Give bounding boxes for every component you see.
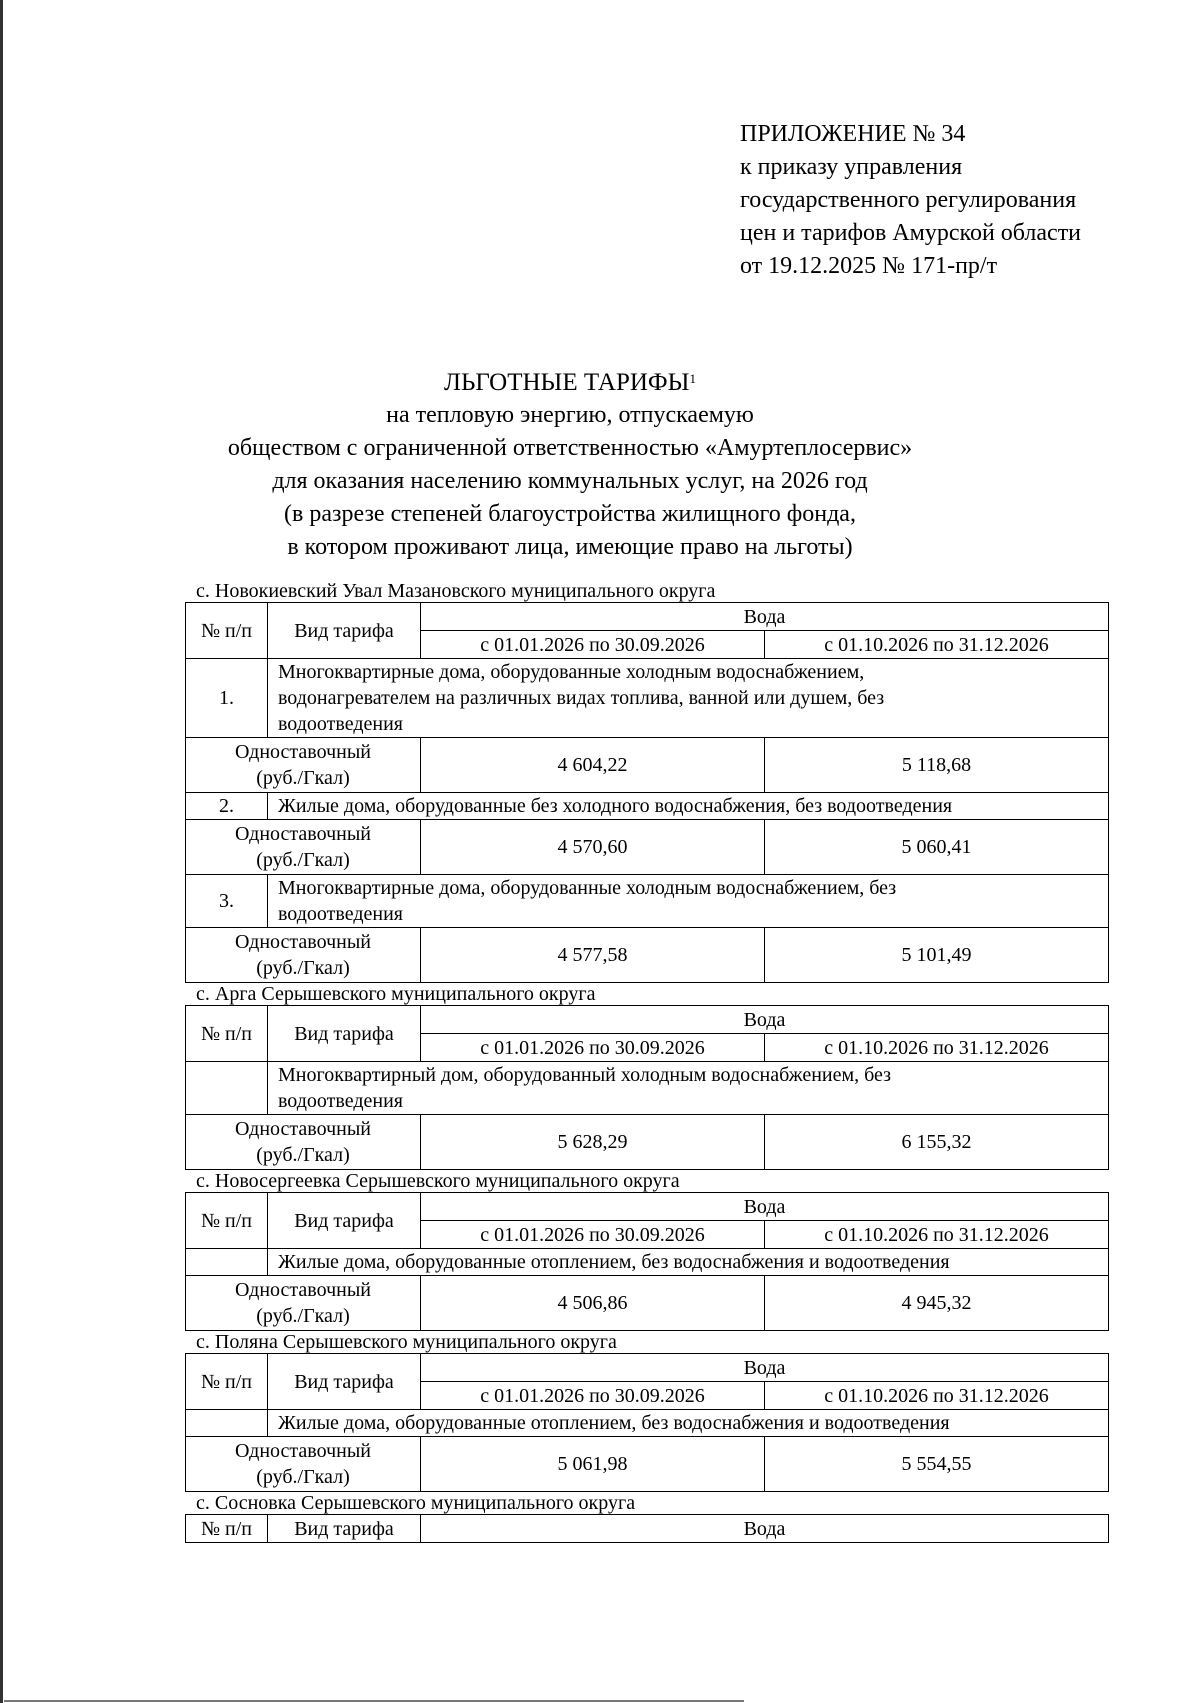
heading-line: для оказания населению коммунальных услуг, на 2026 год (272, 468, 868, 494)
description-line: водоотведения (278, 903, 403, 925)
heading-line: в котором проживают лица, имеющие право на льготы) (287, 534, 853, 560)
column-header-period-2: с 01.10.2026 по 31.12.2026 (765, 1221, 1109, 1249)
column-header-period-1: с 01.01.2026 по 30.09.2026 (421, 1382, 765, 1410)
column-header-water: Вода (421, 1006, 1109, 1034)
appendix-block (740, 118, 1081, 283)
locality-title: с. Сосновка Серышевского муниципального округа (196, 1492, 636, 1514)
column-header-water: Вода (421, 1193, 1109, 1221)
appendix-line: от 19.12.2025 № 171-пр/т (740, 253, 998, 279)
tariff-value-period-2: 6 155,32 (765, 1115, 1109, 1170)
appendix-line: ПРИЛОЖЕНИЕ № 34 (740, 121, 966, 147)
tariff-value-period-2: 4 945,32 (765, 1276, 1109, 1331)
heading-line: (в разрезе степеней благоустройства жилищного фонда, (284, 501, 856, 527)
tariff-value-period-2: 5 060,41 (765, 820, 1109, 875)
tariff-value-period-1: 5 628,29 (421, 1115, 765, 1170)
locality-title: с. Арга Серышевского муниципального округа (196, 983, 596, 1005)
column-header-period-1: с 01.01.2026 по 30.09.2026 (421, 631, 765, 659)
locality-title: с. Новосергеевка Серышевского муниципального округа (196, 1170, 680, 1192)
column-header-num: № п/п (186, 1006, 268, 1062)
column-header-water: Вода (421, 1515, 1109, 1543)
description-line: Многоквартирный дом, оборудованный холодным водоснабжением, без (278, 1064, 892, 1086)
description-line: Жилые дома, оборудованные без холодного водоснабжения, без водоотведения (278, 795, 953, 817)
tariff-value-period-1: 4 570,60 (421, 820, 765, 875)
tariff-unit-line: (руб./Гкал) (256, 1305, 350, 1327)
description-line: Жилые дома, оборудованные отоплением, без водоснабжения и водоотведения (278, 1251, 950, 1273)
tariff-type-line: Одноставочный (235, 1118, 371, 1140)
tariff-value-period-2: 5 554,55 (765, 1437, 1109, 1492)
tariff-type (186, 738, 421, 793)
housing-category-description (268, 659, 1109, 738)
tariff-type-line: Одноставочный (235, 823, 371, 845)
tariff-unit-line: (руб./Гкал) (256, 1466, 350, 1488)
appendix-line: к приказу управления (740, 154, 963, 180)
column-header-num: № п/п (186, 1193, 268, 1249)
column-header-tariff: Вид тарифа (268, 1354, 421, 1410)
tariff-sections (185, 580, 1108, 1543)
tariff-value-period-1: 4 506,86 (421, 1276, 765, 1331)
tariff-unit-line: (руб./Гкал) (256, 957, 350, 979)
tariff-table (185, 1005, 1109, 1170)
header-row (186, 1193, 1109, 1221)
row-number: 3. (186, 875, 268, 928)
header-row (186, 603, 1109, 631)
scan-edge (0, 0, 3, 1703)
column-header-tariff: Вид тарифа (268, 1006, 421, 1062)
row-number (186, 1410, 268, 1437)
scan-edge (4, 1700, 744, 1702)
tariff-type (186, 820, 421, 875)
document-title (190, 366, 950, 399)
tariff-table (185, 1353, 1109, 1492)
description-line: водонагревателем на различных видах топлива, ванной или душем, без (278, 687, 885, 709)
header-row (186, 1006, 1109, 1034)
footnote-mark: 1 (689, 371, 696, 386)
header-row (186, 1515, 1109, 1543)
tariff-table (185, 602, 1109, 983)
tariff-value-period-2: 5 118,68 (765, 738, 1109, 793)
tariff-row (186, 820, 1109, 875)
tariff-type-line: Одноставочный (235, 1279, 371, 1301)
housing-category-description (268, 1249, 1109, 1276)
description-line: водоотведения (278, 1090, 403, 1112)
tariff-value-period-1: 4 604,22 (421, 738, 765, 793)
column-header-num: № п/п (186, 1515, 268, 1543)
tariff-type-line: Одноставочный (235, 741, 371, 763)
appendix-line: государственного регулирования (740, 187, 1077, 213)
description-line: Многоквартирные дома, оборудованные холодным водоснабжением, (278, 661, 865, 683)
tariff-unit-line: (руб./Гкал) (256, 1144, 350, 1166)
heading-line: обществом с ограниченной ответственностью «Амуртеплосервис» (227, 435, 913, 461)
column-header-water: Вода (421, 603, 1109, 631)
tariff-value-period-2: 5 101,49 (765, 928, 1109, 983)
tariff-row (186, 1115, 1109, 1170)
tariff-row (186, 928, 1109, 983)
column-header-period-1: с 01.01.2026 по 30.09.2026 (421, 1221, 765, 1249)
row-number: 1. (186, 659, 268, 738)
column-header-num: № п/п (186, 1354, 268, 1410)
housing-category-description (268, 793, 1109, 820)
housing-category-description (268, 875, 1109, 928)
tariff-table (185, 1192, 1109, 1331)
locality-title: с. Новокиевский Увал Мазановского муниципального округа (196, 580, 716, 602)
column-header-tariff: Вид тарифа (268, 1193, 421, 1249)
tariff-value-period-1: 5 061,98 (421, 1437, 765, 1492)
locality-title: с. Поляна Серышевского муниципального округа (196, 1331, 617, 1353)
tariff-unit-line: (руб./Гкал) (256, 767, 350, 789)
tariff-type-line: Одноставочный (235, 931, 371, 953)
row-number (186, 1249, 268, 1276)
column-header-num: № п/п (186, 603, 268, 659)
header-row (186, 1354, 1109, 1382)
column-header-tariff: Вид тарифа (268, 1515, 421, 1543)
description-line: Жилые дома, оборудованные отоплением, без водоснабжения и водоотведения (278, 1412, 950, 1434)
tariff-value-period-1: 4 577,58 (421, 928, 765, 983)
row-number: 2. (186, 793, 268, 820)
tariff-unit-line: (руб./Гкал) (256, 849, 350, 871)
tariff-row (186, 1276, 1109, 1331)
housing-category-row (186, 659, 1109, 738)
column-header-water: Вода (421, 1354, 1109, 1382)
housing-category-row (186, 1062, 1109, 1115)
column-header-period-2: с 01.10.2026 по 31.12.2026 (765, 1382, 1109, 1410)
description-line: Многоквартирные дома, оборудованные холодным водоснабжением, без (278, 877, 897, 899)
row-number (186, 1062, 268, 1115)
column-header-period-2: с 01.10.2026 по 31.12.2026 (765, 631, 1109, 659)
tariff-type (186, 928, 421, 983)
heading-line: на тепловую энергию, отпускаемую (386, 402, 754, 428)
description-line: водоотведения (278, 713, 403, 735)
column-header-tariff: Вид тарифа (268, 603, 421, 659)
housing-category-description (268, 1062, 1109, 1115)
tariff-row (186, 1437, 1109, 1492)
tariff-type (186, 1115, 421, 1170)
tariff-type (186, 1437, 421, 1492)
tariff-type (186, 1276, 421, 1331)
document-heading (190, 366, 950, 564)
housing-category-row (186, 875, 1109, 928)
column-header-period-2: с 01.10.2026 по 31.12.2026 (765, 1034, 1109, 1062)
housing-category-row (186, 793, 1109, 820)
housing-category-row (186, 1410, 1109, 1437)
tariff-row (186, 738, 1109, 793)
document-title-text: ЛЬГОТНЫЕ ТАРИФЫ (444, 369, 690, 396)
tariff-type-line: Одноставочный (235, 1440, 371, 1462)
housing-category-description (268, 1410, 1109, 1437)
column-header-period-1: с 01.01.2026 по 30.09.2026 (421, 1034, 765, 1062)
appendix-line: цен и тарифов Амурской области (740, 220, 1082, 246)
tariff-table (185, 1514, 1109, 1543)
housing-category-row (186, 1249, 1109, 1276)
